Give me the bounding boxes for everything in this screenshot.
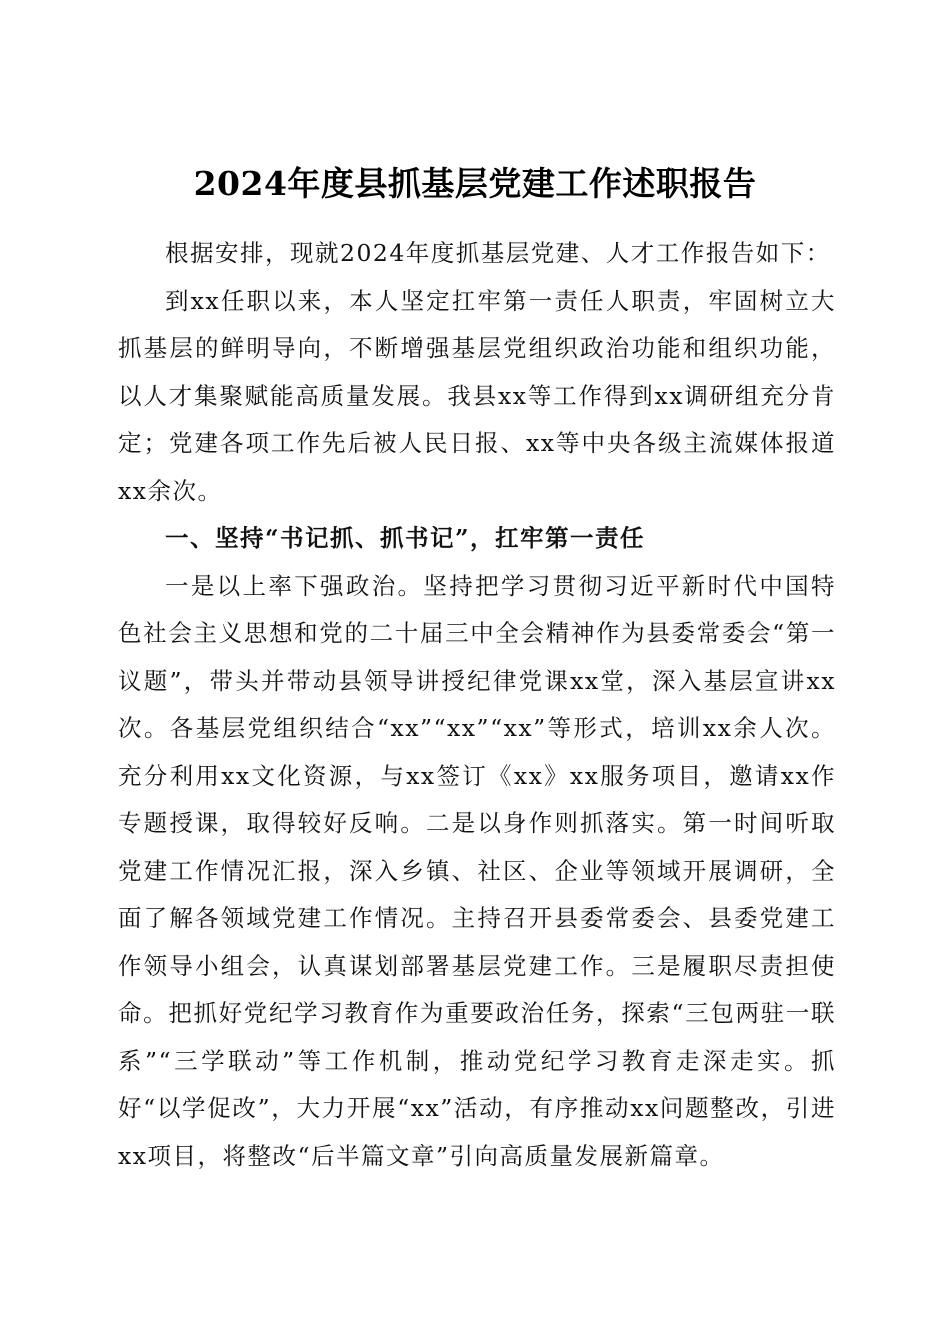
document-body (118, 230, 836, 1180)
intro-paragraph: 根据安排，现就2024年度抓基层党建、人才工作报告如下： (165, 239, 831, 267)
document-title: 2024年度县抓基层党建工作述职报告 (193, 164, 757, 204)
overview-paragraph: 到xx任职以来，本人坚定扛牢第一责任人职责，牢固树立大抓基层的鲜明导向，不断增强基层党组织政治功能和组织功能，以人才集聚赋能高质量发展。我县xx等工作得到xx调研组充分肯定；党建各项工作先后被人民日报、xx等中央各级主流媒体报道xx余次。 (118, 286, 836, 505)
section-heading: 一、坚持“书记抓、抓书记”，扛牢第一责任 (165, 524, 646, 552)
section-paragraph: 一是以上率下强政治。坚持把学习贯彻习近平新时代中国特色社会主义思想和党的二十届三中全会精神作为县委常委会“第一议题”，带头并带动县领导讲授纪律党课xx堂，深入基层宣讲xx次。各基层党组织结合“xx”“xx”“xx”等形式，培训xx余人次。充分利用xx文化资源，与xx签订《xx》xx服务项目，邀请xx作专题授课，取得较好反响。二是以身作则抓落实。第一时间听取党建工作情况汇报，深入乡镇、社区、企业等领域开展调研，全面了解各领域党建工作情况。主持召开县委常委会、县委党建工作领导小组会，认真谋划部署基层党建工作。三是履职尽责担使命。把抓好党纪学习教育作为重要政治任务，探索“三包两驻一联系”“三学联动”等工作机制，推动党纪学习教育走深走实。抓好“以学促改”，大力开展“xx”活动，有序推动xx问题整改，引进xx项目，将整改“后半篇文章”引向高质量发展新篇章。 (118, 571, 836, 1170)
